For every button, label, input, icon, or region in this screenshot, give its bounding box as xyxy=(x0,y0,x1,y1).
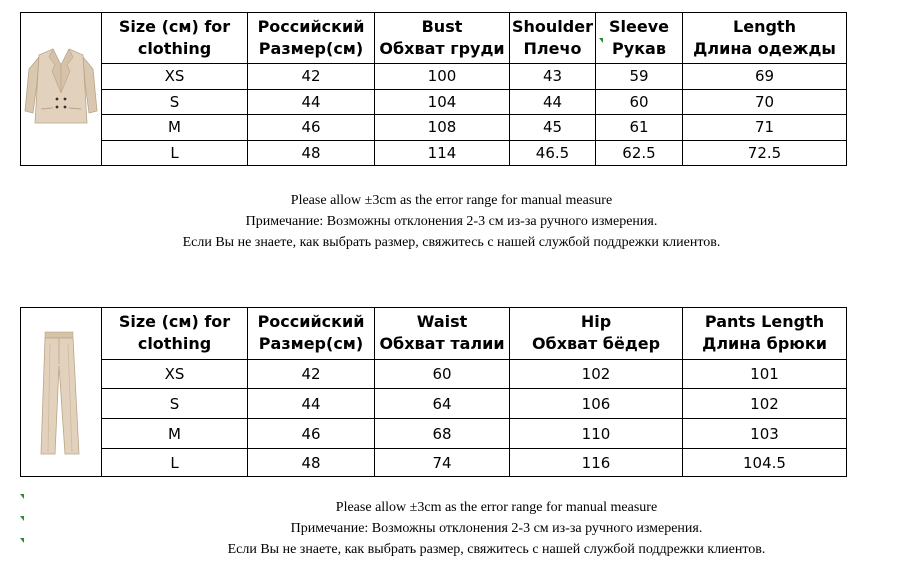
cell-hip: 102 xyxy=(510,359,683,389)
note-line-en: Please allow ±3cm as the error range for manual measure xyxy=(335,500,658,515)
cell-pants-length: 104.5 xyxy=(683,449,847,477)
cell-pants-length: 103 xyxy=(683,419,847,449)
jacket-header-row xyxy=(21,13,847,64)
pants-header-waist: Waist Обхват талии xyxy=(375,308,510,360)
note-line-ru: Примечание: Возможны отклонения 2-3 см из-за ручного измерения. xyxy=(290,521,703,536)
jacket-header-bust: Bust Обхват груди xyxy=(375,13,510,64)
cell-shoulder: 46.5 xyxy=(510,140,596,166)
cell-ru-size: 42 xyxy=(248,64,375,90)
pants-size-table xyxy=(20,307,847,477)
jacket-header-length: Length Длина одежды xyxy=(683,13,847,64)
cell-pants-length: 102 xyxy=(683,389,847,419)
cell-size: M xyxy=(102,419,248,449)
note-line-support: Если Вы не знаете, как выбрать размер, свяжитесь с нашей службой поддрежки клиентов. xyxy=(227,542,766,557)
cell-ru-size: 44 xyxy=(248,89,375,115)
cell-ru-size: 42 xyxy=(248,359,375,389)
cell-size: XS xyxy=(102,64,248,90)
table-row xyxy=(21,359,847,389)
note-line-ru: Примечание: Возможны отклонения 2-3 см из-за ручного измерения. xyxy=(245,214,658,229)
table-row xyxy=(21,64,847,90)
table-row xyxy=(21,419,847,449)
cell-sleeve: 59 xyxy=(596,64,683,90)
cell-size: XS xyxy=(102,359,248,389)
pants-image-cell xyxy=(21,308,102,477)
jacket-header-size: Size (см) for clothing xyxy=(102,13,248,64)
cell-sleeve: 60 xyxy=(596,89,683,115)
cell-size: S xyxy=(102,389,248,419)
pants-header-hip: Hip Обхват бёдер xyxy=(510,308,683,360)
pants-header-length: Pants Length Длина брюки xyxy=(683,308,847,360)
cell-hip: 116 xyxy=(510,449,683,477)
cell-bust: 108 xyxy=(375,115,510,141)
pants-header-size: Size (см) for clothing xyxy=(102,308,248,360)
cell-ru-size: 48 xyxy=(248,140,375,166)
cell-waist: 74 xyxy=(375,449,510,477)
cell-sleeve: 62.5 xyxy=(596,140,683,166)
jacket-header-shoulder: Shoulder Плечо xyxy=(510,13,596,64)
table-row xyxy=(21,449,847,477)
cell-size: L xyxy=(102,449,248,477)
jacket-image-cell xyxy=(21,13,102,166)
cell-length: 69 xyxy=(683,64,847,90)
cell-ru-size: 44 xyxy=(248,389,375,419)
cell-pants-length: 101 xyxy=(683,359,847,389)
pants-header-ru-size: Российский Размер(см) xyxy=(248,308,375,360)
beige-trousers-image xyxy=(21,308,101,470)
table-row xyxy=(21,89,847,115)
tick-mark-icon xyxy=(599,38,603,43)
beige-blazer-image xyxy=(21,13,101,159)
cell-bust: 114 xyxy=(375,140,510,166)
cell-waist: 68 xyxy=(375,419,510,449)
cell-shoulder: 43 xyxy=(510,64,596,90)
cell-bust: 100 xyxy=(375,64,510,90)
cell-ru-size: 46 xyxy=(248,419,375,449)
cell-length: 71 xyxy=(683,115,847,141)
jacket-header-sleeve: Sleeve Рукав xyxy=(596,13,683,64)
cell-hip: 110 xyxy=(510,419,683,449)
table-row xyxy=(21,389,847,419)
cell-ru-size: 46 xyxy=(248,115,375,141)
cell-size: S xyxy=(102,89,248,115)
table-row xyxy=(21,115,847,141)
cell-bust: 104 xyxy=(375,89,510,115)
note-line-en: Please allow ±3cm as the error range for manual measure xyxy=(290,193,613,208)
cell-waist: 64 xyxy=(375,389,510,419)
jacket-size-table xyxy=(20,12,847,166)
cell-waist: 60 xyxy=(375,359,510,389)
cell-shoulder: 45 xyxy=(510,115,596,141)
cell-length: 72.5 xyxy=(683,140,847,166)
cell-length: 70 xyxy=(683,89,847,115)
table-row xyxy=(21,140,847,166)
jacket-header-ru-size: Российский Размер(см) xyxy=(248,13,375,64)
cell-hip: 106 xyxy=(510,389,683,419)
pants-header-row xyxy=(21,308,847,360)
cell-shoulder: 44 xyxy=(510,89,596,115)
jacket-measure-note xyxy=(0,190,903,253)
cell-size: L xyxy=(102,140,248,166)
cell-size: M xyxy=(102,115,248,141)
cell-sleeve: 61 xyxy=(596,115,683,141)
note-line-support: Если Вы не знаете, как выбрать размер, свяжитесь с нашей службой поддрежки клиентов. xyxy=(182,235,721,250)
cell-ru-size: 48 xyxy=(248,449,375,477)
pants-measure-note xyxy=(0,497,903,560)
